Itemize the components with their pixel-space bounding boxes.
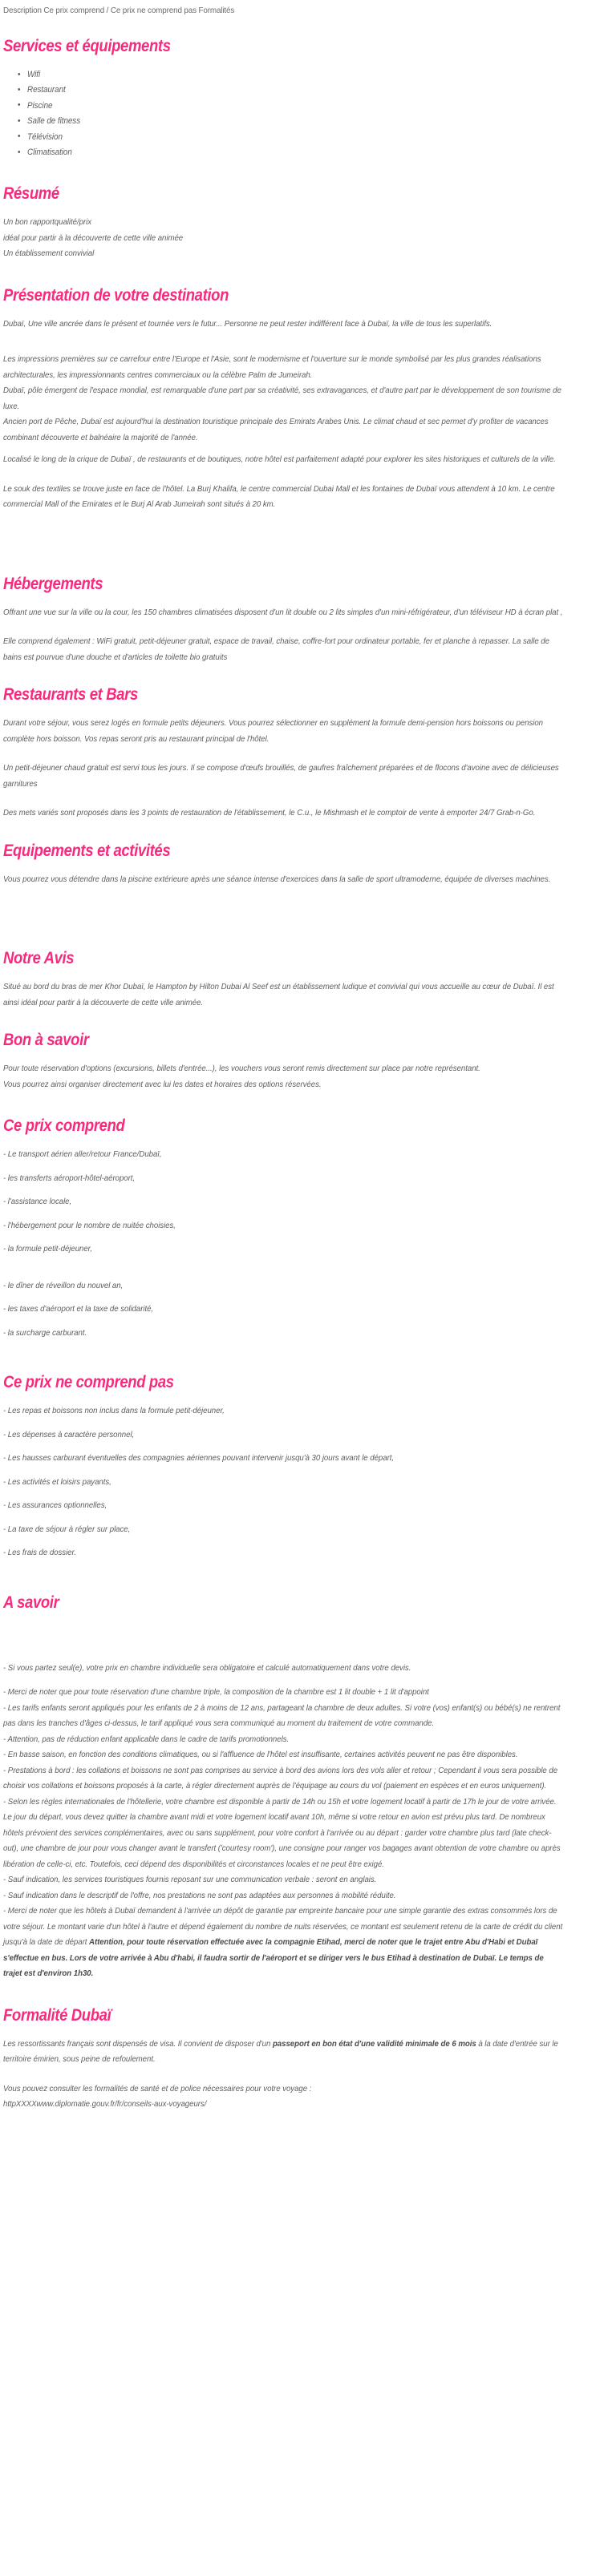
text-line: Un établissement convivial [3, 249, 95, 259]
note: - Sauf indication dans le descriptif de l'offre, nos prestations ne sont pas adaptées aux personnes à mobilité réduite. [3, 1891, 396, 1900]
paragraph: Un petit-déjeuner chaud gratuit est servi tous les jours. Il se compose d'œufs brouillés, de gaufres fraîchement préparées et de flocons d'avoine avec de délicieuses garnitures [3, 764, 559, 789]
note: - Attention, pas de réduction enfant applicable dans le cadre de tarifs promotionnels. [3, 1734, 290, 1744]
list-item: - La taxe de séjour à régler sur place, [3, 1524, 131, 1534]
section-title-a-savoir: A savoir [3, 1593, 59, 1612]
text-line: Un bon rapportqualité/prix [3, 218, 91, 228]
note: - Si vous partez seul(e), votre prix en chambre individuelle sera obligatoire et calculé automatiquement dans votre devis. [3, 1663, 411, 1673]
list-item: - l'hébergement pour le nombre de nuitée choisies, [3, 1221, 176, 1230]
paragraph: Dubaï, Une ville ancrée dans le présent et tournée vers le futur... Personne ne peut rester indifférent face à Dubaï, la ville de tous les superlatifs. [3, 319, 492, 329]
paragraph: Dubaï, pôle émergent de l'espace mondial, est remarquable d'une part par sa créativité, ses extravagances, et d'autre part par le développement de son tourisme de luxe. [3, 386, 561, 411]
note: - Prestations à bord : les collations et boissons ne sont pas comprises au service à bord des avions lors des vols aller et retour ; Cependant il vous sera possible de choisir vos collations et boissons proposés à la carte, à régler directement auprès de l'équipage au cours du vol (paiement en espèces et en euros uniquement). [3, 1766, 558, 1791]
paragraph: Durant votre séjour, vous serez logés en formule petits déjeuners. Vous pourrez sélectionner en supplément la formule demi-pension hors boissons ou pension complète hors boisson. Vos repas seront pris au restaurant principal de l'hôtel. [3, 719, 544, 744]
note: - Merci de noter que pour toute réservation d'une chambre triple, la composition de la chambre est 1 lit double + 1 lit d'appoint [3, 1688, 429, 1698]
etihad-warning: Attention, pour toute réservation effectuée avec la compagnie Etihad, merci de noter que le trajet entre Abu d'Habi et Dubaï s'effectue en bus. Lors de votre arrivée à Abu d'habi, il faudra sortir de l'aéroport et se diriger vers le bus Etihad à destination de Dubaï. Le temps de trajet est d'environ 1h30. [3, 1938, 544, 1979]
section-title-restaurants: Restaurants et Bars [3, 685, 138, 705]
list-item: - Les hausses carburant éventuelles des compagnies aériennes pouvant intervenir jusqu'à 30 jours avant le départ, [3, 1454, 395, 1464]
passport-requirement: passeport en bon état d'une validité minimale de 6 mois [272, 2039, 476, 2049]
resume-lines [3, 215, 605, 262]
section-title-prix-ne-comprend-pas: Ce prix ne comprend pas [3, 1373, 174, 1392]
presentation-block [3, 352, 605, 446]
paragraph: Des mets variés sont proposés dans les 3 points de restauration de l'établissement, le C.u., le Mishmash et le comptoir de vente à emporter 24/7 Grab-n-Go. [3, 809, 536, 818]
paragraph: Vous pourrez vous détendre dans la piscine extérieure après une séance intense d'exercices dans la salle de sport ultramoderne, équipée de diverses machines. [3, 874, 551, 884]
list-item: • Piscine [27, 99, 565, 114]
section-title-services: Services et équipements [3, 37, 171, 55]
breadcrumb: Description Ce prix comprend / Ce prix ne comprend pas Formalités [3, 6, 235, 15]
list-item: - la formule petit-déjeuner, [3, 1245, 92, 1254]
note: - Selon les règles internationales de l'hôtellerie, votre chambre est disponible à partir de 14h ou 15h et votre logement locatif à partir de 17h le jour de votre arrivée. Le jour du départ, vous devez quitter la chambre avant midi et votre logement locatif avant 10h, même si votre retour en avion est prévu plus tard. De nombreux hôtels prévoient des services complémentaires, avec ou sans supplément, pour votre confort à l'arrivée ou au départ : garder votre chambre plus tard (late check-out), une chambre de jour pour vous changer avant le transfert ('courtesy room'), une consigne pour ranger vos bagages avant obtention de votre chambre ou après libération de celle-ci, etc. Toutefois, ceci dépend des disponibilités et circonstances locales et ne peut être exigé. [3, 1797, 561, 1869]
list-item: • Salle de fitness [27, 114, 565, 129]
list-item: - la surcharge carburant. [3, 1328, 87, 1338]
section-title-prix-comprend: Ce prix comprend [3, 1116, 125, 1136]
list-item: • Télévision [27, 130, 565, 145]
section-title-equipements: Equipements et activités [3, 841, 171, 860]
text-line: idéal pour partir à la découverte de cette ville animée [3, 233, 184, 243]
a-savoir-notes [3, 1661, 605, 1982]
consult-label: Vous pouvez consulter les formalités de santé et de police nécessaires pour votre voyage : [3, 2084, 312, 2094]
paragraph: Le souk des textiles se trouve juste en face de l'hôtel. La Burj Khalifa, le centre commercial Dubai Mall et les fontaines de Dubaï vous attendent à 10 km. Le centre commercial Mall of the Emirates et le Burj Al Arab Jumeirah sont situés à 20 km. [3, 484, 555, 510]
list-item: - Le transport aérien aller/retour France/Dubaï, [3, 1150, 162, 1160]
list-item: - les transferts aéroport-hôtel-aéroport, [3, 1173, 136, 1183]
note: - Sauf indication, les services touristiques fournis reposant sur une communication verbale : seront en anglais. [3, 1875, 377, 1885]
list-item: • Wifi [27, 67, 565, 83]
paragraph: Vous pourrez ainsi organiser directement avec lui les dates et horaires des options réservées. [3, 1080, 322, 1089]
consult-block [3, 2081, 605, 2113]
visa-paragraph [3, 2037, 563, 2068]
section-title-presentation: Présentation de votre destination [3, 285, 229, 305]
prix-ne-comprend-pas-list [3, 1403, 605, 1561]
list-item: - l'assistance locale, [3, 1197, 72, 1207]
section-title-hebergements: Hébergements [3, 574, 103, 593]
deposit-note-text: - Merci de noter que les hôtels à Dubaï demandent à l'arrivée un dépôt de garantie par empreinte bancaire pour une simple garantie des extras consommés lors de votre séjour. Le montant varie d'un hôtel à l'autre et dépend également du nombre de nuits réservées, ce montant est seulement retenu de la carte de crédit du client jusqu'à la date de départ [3, 1907, 563, 1948]
deposit-note [3, 1904, 563, 1982]
note: - Les tarifs enfants seront appliqués pour les enfants de 2 à moins de 12 ans, partageant la chambre de deux adultes. Si votre (vos) enfant(s) ou bébé(s) ne rentrent pas dans les tranches d'âges ci-dessus, le tarif appliqué vous sera communiqué au moment du traitement de votre commande. [3, 1703, 561, 1729]
paragraph: Pour toute réservation d'options (excursions, billets d'entrée...), les vouchers vous seront remis directement sur place par notre représentant. [3, 1064, 480, 1074]
section-title-resume: Résumé [3, 184, 59, 204]
list-item: - Les activités et loisirs payants, [3, 1477, 111, 1487]
paragraph: Offrant une vue sur la ville ou la cour, les 150 chambres climatisées disposent d'un lit double ou 2 lits simples d'un mini-réfrigérateur, d'un téléviseur HD à écran plat , [3, 608, 563, 617]
section-title-notre-avis: Notre Avis [3, 949, 75, 968]
visa-text-start: Les ressortissants français sont dispensés de visa. Il convient de disposer d'un [3, 2039, 273, 2049]
paragraph: Localisé le long de la crique de Dubaï , de restaurants et de boutiques, notre hôtel est parfaitement adapté pour explorer les sites historiques et culturels de la ville. [3, 455, 556, 465]
services-list [3, 67, 605, 160]
visa-text-end: à la date d'entrée sur le territoire émirien, sous peine de refoulement. [3, 2039, 558, 2065]
list-item: • Climatisation [27, 145, 565, 160]
note: - En basse saison, en fonction des conditions climatiques, ou si l'affluence de l'hôtel est insuffisante, certaines activités peuvent ne pas être disponibles. [3, 1750, 518, 1760]
paragraph: Ancien port de Pêche, Dubaï est aujourd'hui la destination touristique principale des Emirats Arabes Unis. Le climat chaud et sec permet d'y profiter de vacances combinant découverte et balnéaire la majorité de l'année. [3, 418, 549, 442]
prix-comprend-list [3, 1147, 605, 1341]
paragraph: Situé au bord du bras de mer Khor Dubaï, le Hampton by Hilton Dubai Al Seef est un établissement ludique et convivial qui vous accueille au cœur de Dubaï. Il est ainsi idéal pour partir à la découverte de cette ville animée. [3, 983, 554, 1007]
list-item: - les taxes d'aéroport et la taxe de solidarité, [3, 1305, 154, 1314]
list-item: - le dîner de réveillon du nouvel an, [3, 1281, 124, 1290]
paragraph: Les impressions premières sur ce carrefour entre l'Europe et l'Asie, sont le modernisme et l'ouverture sur le monde symbolisé par les plus grandes réalisations architecturales, les impressionnants centres commerciaux ou la célèbre Palm de Jumeirah. [3, 355, 541, 380]
paragraph: Elle comprend également : WiFi gratuit, petit-déjeuner gratuit, espace de travail, chaise, coffre-fort pour ordinateur portable, fer et planche à repasser. La salle de bains est pourvue d'une douche et d'articles de toilette bio gratuits [3, 637, 549, 662]
list-item: - Les dépenses à caractère personnel, [3, 1430, 135, 1439]
list-item: - Les frais de dossier. [3, 1548, 76, 1558]
bon-a-savoir-lines [3, 1061, 605, 1092]
list-item: • Restaurant [27, 83, 565, 98]
diplomatie-url[interactable]: httpXXXXwww.diplomatie.gouv.fr/fr/conseils-aux-voyageurs/ [3, 2100, 207, 2110]
section-title-formalite: Formalité Dubaï [3, 2005, 111, 2025]
section-title-bon-a-savoir: Bon à savoir [3, 1031, 89, 1050]
list-item: - Les assurances optionnelles, [3, 1501, 107, 1511]
list-item: - Les repas et boissons non inclus dans la formule petit-déjeuner, [3, 1407, 225, 1416]
